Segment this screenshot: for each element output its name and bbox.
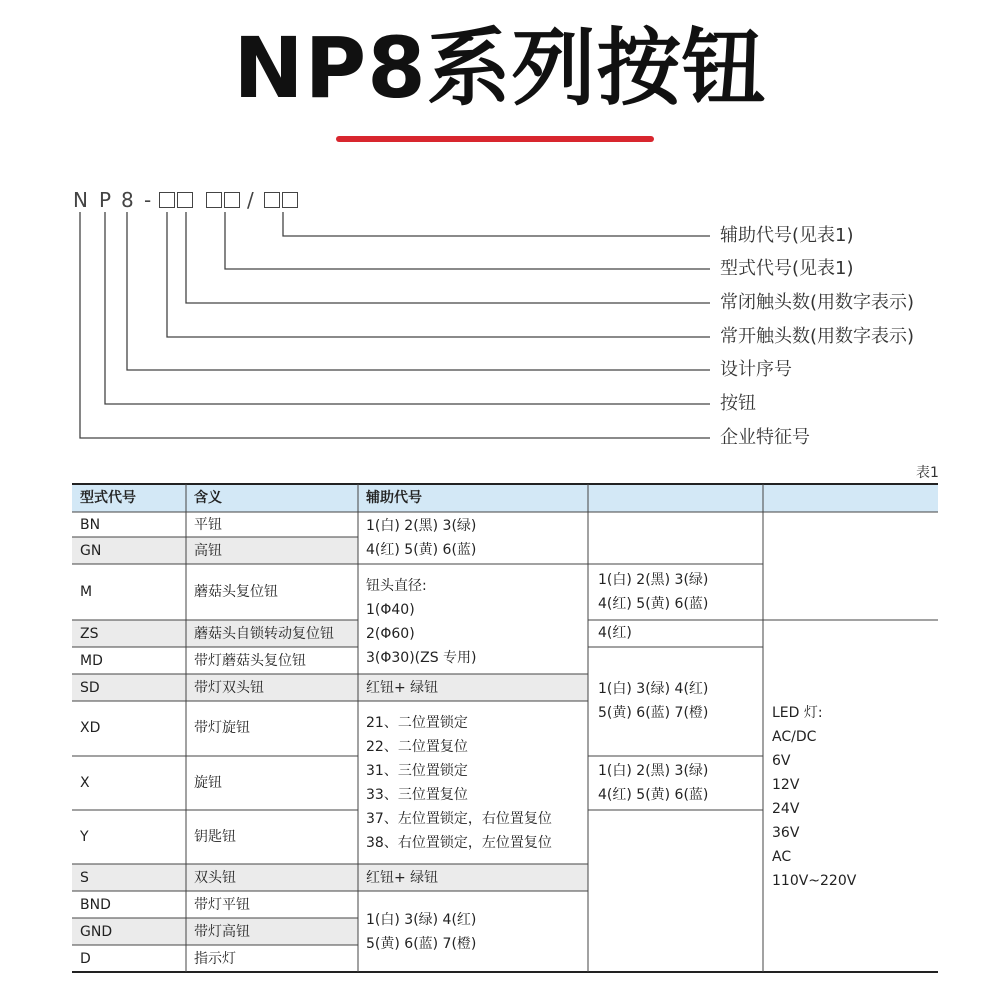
page-title: NP8系列按钮 (233, 19, 767, 117)
aux2-x-colors: 4(红) 5(黄) 6(蓝) (598, 787, 709, 803)
meaning-cell: 钥匙钮 (194, 829, 236, 845)
aux-sd: 红钮+ 绿钮 (366, 680, 439, 696)
aux-position: 22、二位置复位 (366, 739, 468, 755)
meaning-cell: 旋钮 (194, 775, 222, 791)
meaning-cell: 带灯高钮 (194, 924, 250, 940)
led-spec: 6V (772, 753, 791, 769)
meaning-cell: 高钮 (194, 543, 222, 559)
led-spec: 36V (772, 825, 800, 841)
meaning-cell: 指示灯 (194, 951, 236, 967)
code-char-8: 8 (121, 188, 134, 212)
legend-button: 按钮 (720, 393, 756, 414)
legend-type-code: 型式代号(见表1) (720, 258, 854, 279)
table-note: 表1 (916, 465, 939, 481)
code-cell: MD (80, 653, 103, 669)
code-cell: D (80, 951, 91, 967)
legend-no-contacts: 常开触头数(用数字表示) (720, 326, 915, 347)
aux-lamp-colors: 5(黄) 6(蓝) 7(橙) (366, 936, 477, 952)
led-spec: 24V (772, 801, 800, 817)
aux-mushroom-diameter: 2(Φ60) (366, 626, 415, 642)
aux-position: 31、三位置锁定 (366, 763, 468, 779)
aux2-zs: 4(红) (598, 625, 632, 641)
code-char-slash: / (247, 188, 254, 212)
code-char-dash: - (144, 188, 152, 212)
code-cell: BND (80, 897, 111, 913)
meaning-cell: 带灯旋钮 (194, 720, 250, 736)
legend-nc-contacts: 常闭触头数(用数字表示) (720, 292, 915, 313)
meaning-cell: 带灯平钮 (194, 897, 250, 913)
code-cell: GND (80, 924, 113, 940)
aux2-m-colors: 1(白) 2(黑) 3(绿) (598, 572, 709, 588)
aux-colors-basic: 4(红) 5(黄) 6(蓝) (366, 542, 477, 558)
code-cell: S (80, 870, 89, 886)
code-cell: ZS (80, 626, 99, 642)
header-aux-code: 辅助代号 (366, 490, 422, 506)
led-spec: 110V~220V (772, 873, 857, 889)
code-char-n: N (73, 188, 88, 212)
aux-s: 红钮+ 绿钮 (366, 870, 439, 886)
led-spec: 12V (772, 777, 800, 793)
aux2-md-colors: 1(白) 3(绿) 4(红) (598, 681, 709, 697)
meaning-cell: 蘑菇头自锁转动复位钮 (194, 626, 334, 642)
aux-colors-basic: 1(白) 2(黑) 3(绿) (366, 518, 477, 534)
led-spec: LED 灯: (772, 705, 823, 721)
code-cell: GN (80, 543, 102, 559)
led-spec: AC (772, 849, 792, 865)
meaning-cell: 蘑菇头复位钮 (194, 584, 278, 600)
code-cell: SD (80, 680, 100, 696)
code-cell: XD (80, 720, 101, 736)
aux-position: 33、三位置复位 (366, 787, 468, 803)
aux-mushroom-diameter: 1(Φ40) (366, 602, 415, 618)
aux-position: 21、二位置锁定 (366, 715, 468, 731)
meaning-cell: 平钮 (194, 517, 222, 533)
aux2-x-colors: 1(白) 2(黑) 3(绿) (598, 763, 709, 779)
led-spec: AC/DC (772, 729, 817, 745)
aux2-m-colors: 4(红) 5(黄) 6(蓝) (598, 596, 709, 612)
meaning-cell: 带灯蘑菇头复位钮 (194, 653, 306, 669)
legend-aux-code: 辅助代号(见表1) (720, 225, 854, 246)
meaning-cell: 双头钮 (194, 870, 236, 886)
header-type-code: 型式代号 (80, 490, 136, 506)
code-cell: X (80, 775, 90, 791)
header-meaning: 含义 (194, 490, 222, 506)
code-char-p: P (99, 188, 112, 212)
aux-mushroom-diameter: 3(Φ30)(ZS 专用) (366, 650, 477, 666)
meaning-cell: 带灯双头钮 (194, 680, 264, 696)
aux-lamp-colors: 1(白) 3(绿) 4(红) (366, 912, 477, 928)
code-cell: Y (80, 829, 89, 845)
aux-mushroom-diameter: 钮头直径: (366, 578, 427, 594)
code-cell: BN (80, 517, 101, 533)
aux-position: 37、左位置锁定，右位置复位 (366, 811, 552, 827)
code-cell: M (80, 584, 93, 600)
aux-position: 38、右位置锁定，左位置复位 (366, 835, 552, 851)
aux2-md-colors: 5(黄) 6(蓝) 7(橙) (598, 705, 709, 721)
legend-company-code: 企业特征号 (720, 427, 810, 448)
legend-design-no: 设计序号 (720, 359, 792, 380)
